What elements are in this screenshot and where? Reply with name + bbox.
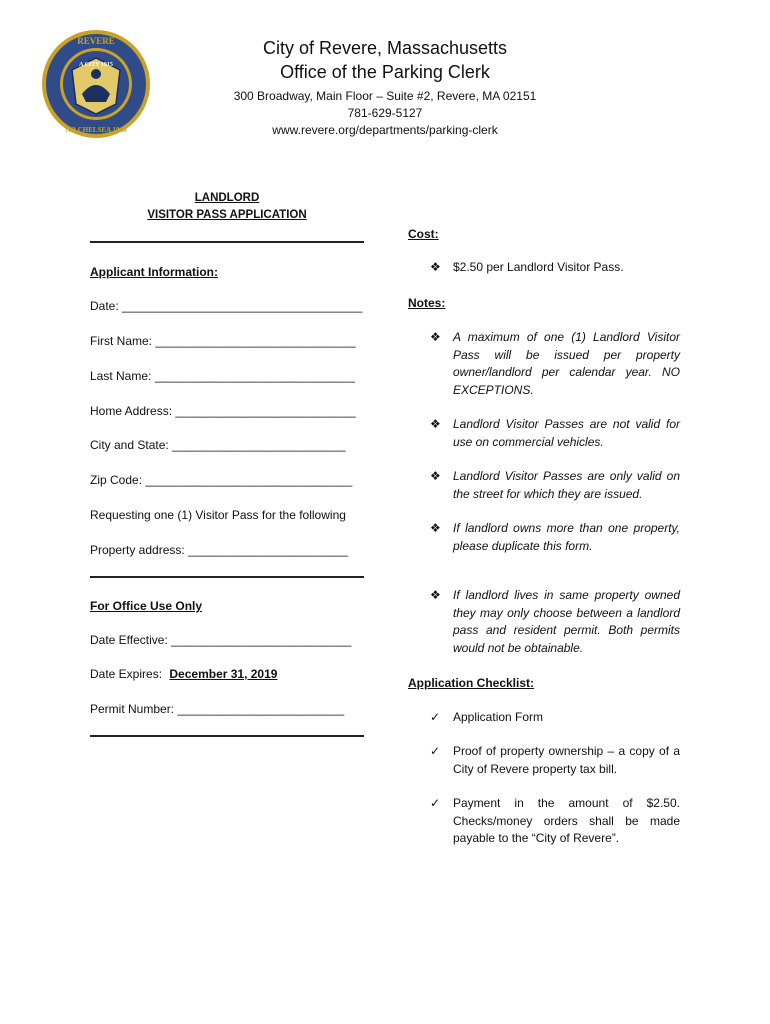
note-item: A maximum of one (1) Landlord Visitor Pass will be issued per property owner/landlord per calendar year. NO EXCEPTIONS. xyxy=(453,330,680,397)
page-title: City of Revere, Massachusetts xyxy=(262,38,508,58)
note-item: If landlord lives in same property owned they may only choose between a landlord pass and resident permit. Both permits would not be obtainable. xyxy=(453,588,680,655)
check-icon: ✓ xyxy=(430,796,441,810)
checklist-item: Proof of property ownership – a copy of a City of Revere property tax bill. xyxy=(453,744,680,776)
diamond-bullet-icon: ❖ xyxy=(430,260,441,274)
divider xyxy=(90,576,364,578)
note-item: Landlord Visitor Passes are only valid on the street for which they are issued. xyxy=(453,469,680,501)
applicant-heading: Applicant Information: xyxy=(90,265,218,279)
office-use-heading: For Office Use Only xyxy=(90,599,203,613)
permit-number-field[interactable]: Permit Number: _________________________ xyxy=(90,702,345,716)
zip-field[interactable]: Zip Code: _______________________________ xyxy=(90,473,353,487)
check-icon: ✓ xyxy=(430,744,441,758)
date-field[interactable]: Date: ____________________________________ xyxy=(90,299,363,313)
diamond-bullet-icon: ❖ xyxy=(430,417,441,431)
svg-text:REVERE: REVERE xyxy=(77,36,115,46)
note-item: If landlord owns more than one property, please duplicate this form. xyxy=(453,521,680,553)
office-phone: 781-629-5127 xyxy=(347,106,423,120)
notes-heading: Notes: xyxy=(408,296,446,310)
form-title-line1: LANDLORD xyxy=(194,192,260,204)
diamond-bullet-icon: ❖ xyxy=(430,469,441,483)
divider xyxy=(90,241,364,243)
office-address: 300 Broadway, Main Floor – Suite #2, Revere, MA 02151 xyxy=(233,89,537,103)
note-item: Landlord Visitor Passes are not valid for use on commercial vehicles. xyxy=(453,417,680,449)
date-expires-value: December 31, 2019 xyxy=(169,667,278,681)
city-state-field[interactable]: City and State: __________________________ xyxy=(90,438,346,452)
diamond-bullet-icon: ❖ xyxy=(430,521,441,535)
requesting-text: Requesting one (1) Visitor Pass for the following xyxy=(90,508,346,522)
first-name-field[interactable]: First Name: ______________________________ xyxy=(90,334,356,348)
checklist-item: Payment in the amount of $2.50. Checks/money orders shall be made payable to the “City of Revere”. xyxy=(453,796,680,845)
date-expires-label: Date Expires: xyxy=(90,667,163,681)
svg-text:NO CHELSEA 1846: NO CHELSEA 1846 xyxy=(65,126,127,134)
checklist-heading: Application Checklist: xyxy=(408,676,535,690)
home-address-field[interactable]: Home Address: ___________________________ xyxy=(90,404,356,418)
checklist-item: Application Form xyxy=(453,710,544,724)
page-subtitle: Office of the Parking Clerk xyxy=(280,62,490,82)
cost-item: $2.50 per Landlord Visitor Pass. xyxy=(453,260,624,274)
form-title-line2: VISITOR PASS APPLICATION xyxy=(147,209,307,221)
divider xyxy=(90,735,364,737)
property-address-field[interactable]: Property address: ________________________ xyxy=(90,543,349,557)
date-expires-row xyxy=(90,666,277,682)
svg-text:A CITY 1915: A CITY 1915 xyxy=(79,62,113,68)
office-website[interactable]: www.revere.org/departments/parking-clerk xyxy=(272,123,498,137)
diamond-bullet-icon: ❖ xyxy=(430,330,441,344)
diamond-bullet-icon: ❖ xyxy=(430,588,441,602)
last-name-field[interactable]: Last Name: ______________________________ xyxy=(90,369,355,383)
check-icon: ✓ xyxy=(430,710,441,724)
city-seal-icon xyxy=(40,28,152,140)
date-effective-field[interactable]: Date Effective: ___________________________ xyxy=(90,633,352,647)
cost-heading: Cost: xyxy=(408,227,439,241)
